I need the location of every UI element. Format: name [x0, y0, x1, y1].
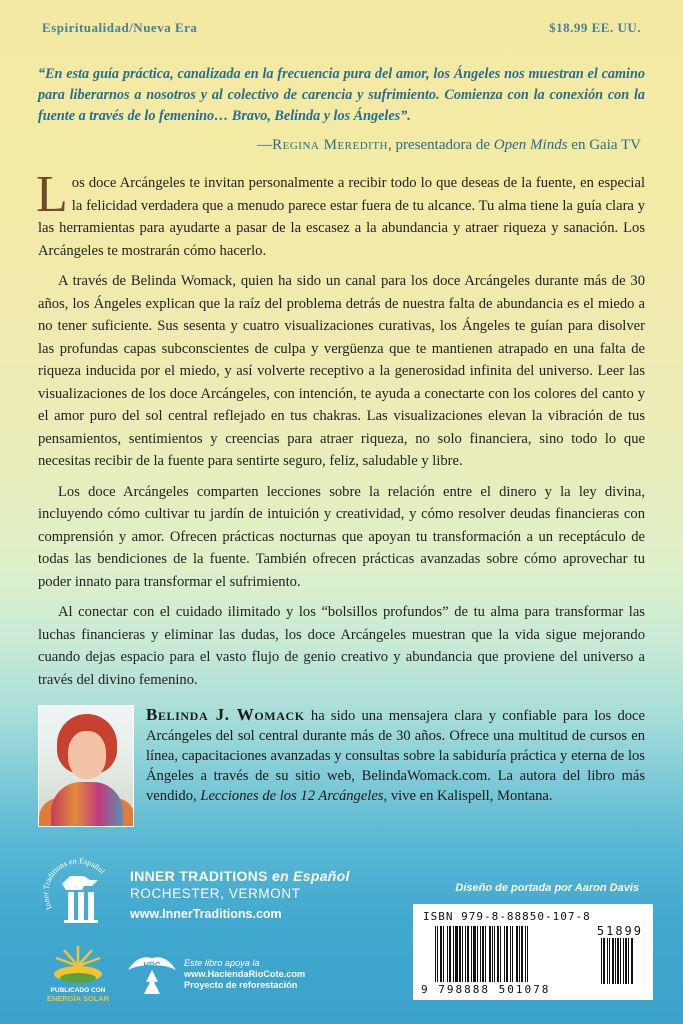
author-section	[38, 705, 645, 806]
logo-arc-text: Inner Traditions en Español	[41, 856, 107, 912]
solar-line-2: ENERGÍA SOLAR	[46, 994, 110, 1003]
rio-url: www.HaciendaRioCote.com	[184, 969, 306, 979]
barcode-digits: 9 798888 501078	[421, 983, 551, 996]
rio-cote-text	[184, 958, 305, 991]
barcode-main-bars	[435, 926, 583, 982]
publisher-name: INNER TRADITIONS	[130, 868, 268, 884]
solar-energy-logo-icon	[38, 944, 118, 1004]
description-paragraph-4: Al conectar con el cuidado ilimitado y los “bolsillos profundos” de tu alma para transformar las luchas financieras y eliminar las dudas, los doce Arcángeles muestran que la vida sigue mejorando cuando dejas espacio para el vasto flujo de genio creativo y abundancia que proviene del universo a través del divino femenino.	[38, 604, 645, 688]
author-name: Belinda J. Womack	[146, 705, 305, 724]
endorser-name: Regina Meredith	[272, 137, 388, 153]
publisher-url: www.InnerTraditions.com	[130, 907, 282, 921]
hacienda-rio-cote-logo-icon	[124, 948, 180, 998]
publisher-info	[130, 868, 350, 921]
category-label: Espiritualidad/Nueva Era	[42, 20, 198, 35]
rio-line-1: Este libro apoya la	[184, 958, 260, 968]
inner-traditions-logo-icon	[40, 850, 120, 930]
endorsement-quote: “En esta guía práctica, canalizada en la frecuencia pura del amor, los Ángeles nos muestran el camino para liberarnos a nosotros y al colectivo de carencia y sufrimiento. Comienza con la conexión con la fuente a través de lo femenino… Bravo, Belinda y los Ángeles”.	[38, 66, 645, 124]
paragraph-1-text: os doce Arcángeles te invitan personalmente a recibir todo lo que deseas de la fuente, en especial la felicidad verdadera que a menudo parece estar fuera de tu alcance. Tu alma tiene la guía clara y las herramientas para ayudarte a pasar de la escasez a la abundancia y atraer riqueza y sanación. Los Arcángeles te mostrarán cómo hacerlo.	[38, 175, 645, 259]
endorser-role-suffix: en Gaia TV	[567, 137, 641, 153]
author-bio-end: vive en Kalispell, Montana.	[387, 788, 553, 804]
cover-design-credit: Diseño de portada por Aaron Davis	[455, 882, 639, 894]
show-title: Open Minds	[493, 137, 568, 153]
barcode-addon-bars	[601, 938, 645, 984]
rio-logo-text: HRC	[143, 961, 161, 970]
description-paragraph-3: Los doce Arcángeles comparten lecciones sobre la relación entre el dinero y la ley divina, incluyendo cómo cultivar tu jardín de intuición y creatividad, y cómo resolver deudas financieras con comprensión y amor. Ofrecen prácticas nocturnas que apoyan tu transformación a un receptáculo de todas las bendiciones de la fuente. También ofrecen prácticas avanzadas sobre cómo aprovechar tu poder innato para transformar el sufrimiento.	[38, 483, 645, 590]
author-bio	[146, 705, 645, 806]
publisher-name-line	[130, 868, 350, 884]
book-description	[36, 166, 645, 699]
price-label: $18.99 EE. UU.	[549, 20, 641, 35]
attribution-dash: —	[257, 137, 273, 153]
endorser-role-prefix: , presentadora de	[388, 137, 494, 153]
isbn-label: ISBN 979-8-88850-107-8	[423, 910, 591, 923]
publisher-location: ROCHESTER, VERMONT	[130, 886, 301, 901]
description-paragraph-1	[36, 166, 645, 262]
cover-header	[42, 20, 641, 36]
barcode-box	[413, 904, 653, 1000]
rio-line-3: Proyecto de reforestación	[184, 980, 298, 990]
endorsement-attribution	[257, 137, 641, 154]
price-code: 51899	[596, 924, 643, 938]
barcode-space	[528, 926, 529, 982]
barcode-space	[633, 938, 634, 984]
author-photo	[38, 705, 134, 827]
author-book-title: Lecciones de los 12 Arcángeles,	[200, 788, 388, 804]
description-paragraph-2: A través de Belinda Womack, quien ha sido un canal para los doce Arcángeles durante más de 30 años, los Ángeles explican que la raíz del problema detrás de nuestra falta de abundancia es el miedo a no tener suficiente. Sus sesenta y cuatro visualizaciones curativas, los Ángeles te guían para disolver las profundas capas subconscientes de culpa y vergüenza que te mantienen atrapado en una falta de riqueza inducida por el miedo, y así volverte receptivo a la generosidad infinita del universo. Leer las visualizaciones de los doce Arcángeles, con intención, te ayuda a conectarte con los colores del canto y el amor puro del sol central reflejado en tus chakras. Las visualizaciones elevan la vibración de tus pensamientos, sentimientos y creencias para atraer riqueza, no solo financiera, sino todo lo que necesitas recibir de la fuente para sentirte seguro, feliz, saludable y libre.	[38, 273, 645, 469]
publisher-name-suffix: en Español	[272, 868, 350, 884]
author-bio-text: ha sido una mensajera clara y confiable para los doce Arcángeles del sol central durante más de 30 años. Ofrece una multitud de cursos en línea, capacitaciones avanzadas y consultas sobre la sabiduría práctica y eterna de los Ángeles a través de su sitio web, BelindaWomack.com. La autora del libro más vendido,	[146, 708, 646, 804]
publisher-block	[40, 850, 380, 930]
solar-line-1: PUBLICADO CON	[50, 987, 106, 994]
drop-cap: L	[36, 166, 68, 223]
